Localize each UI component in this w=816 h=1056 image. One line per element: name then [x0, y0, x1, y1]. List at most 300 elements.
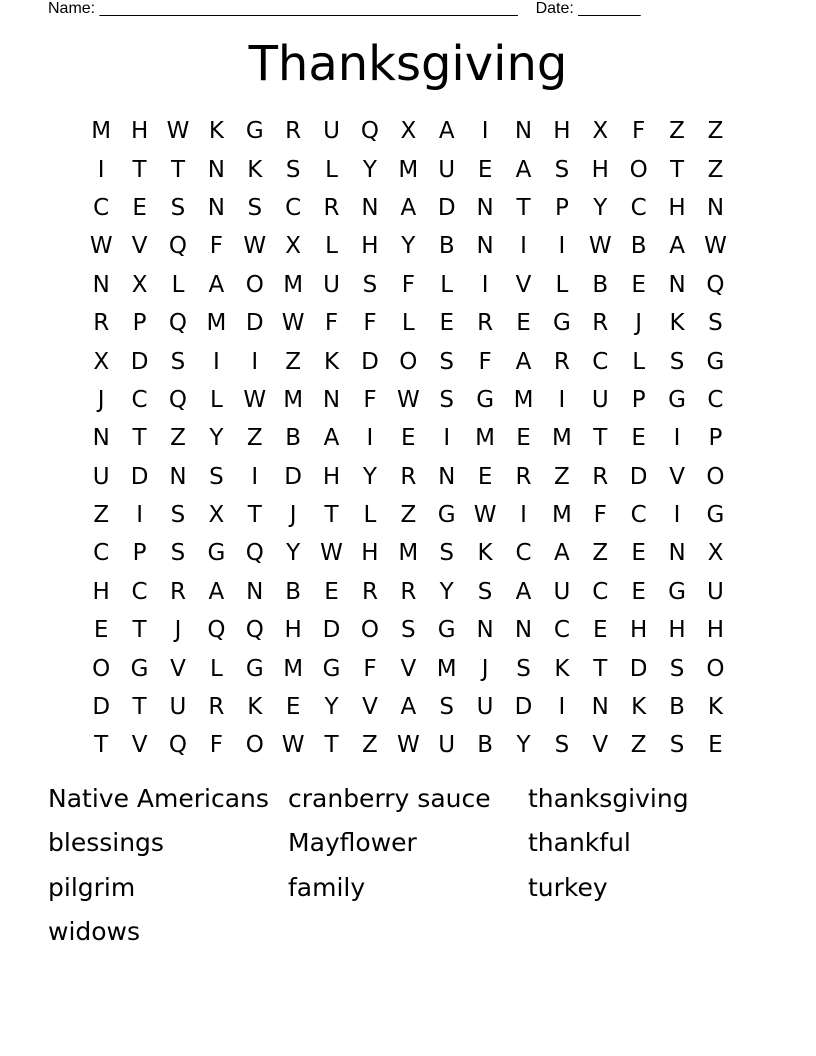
grid-letter[interactable]: I: [673, 425, 681, 452]
grid-letter[interactable]: Q: [360, 118, 379, 145]
grid-letter[interactable]: O: [629, 156, 648, 183]
grid-letter[interactable]: R: [400, 463, 417, 490]
grid-letter[interactable]: Z: [246, 425, 263, 452]
grid-letter[interactable]: B: [438, 233, 455, 260]
grid-letter[interactable]: K: [477, 540, 493, 567]
grid-letter[interactable]: M: [283, 271, 304, 298]
grid-letter[interactable]: F: [632, 118, 646, 145]
grid-letter[interactable]: L: [401, 310, 415, 337]
grid-letter[interactable]: Z: [285, 348, 302, 375]
grid-letter[interactable]: Y: [593, 194, 608, 221]
grid-letter[interactable]: A: [515, 348, 532, 375]
grid-letter[interactable]: N: [92, 425, 110, 452]
grid-letter[interactable]: Q: [168, 386, 188, 413]
grid-letter[interactable]: K: [554, 655, 570, 682]
grid-letter[interactable]: E: [631, 540, 646, 567]
grid-letter[interactable]: B: [285, 578, 302, 605]
grid-letter[interactable]: X: [400, 118, 417, 145]
grid-letter[interactable]: I: [212, 348, 220, 375]
grid-letter[interactable]: D: [322, 617, 341, 644]
grid-letter[interactable]: E: [93, 617, 109, 644]
grid-letter[interactable]: Y: [516, 732, 531, 759]
grid-letter[interactable]: X: [707, 540, 724, 567]
grid-letter[interactable]: E: [516, 425, 531, 452]
grid-letter[interactable]: W: [243, 386, 267, 413]
grid-letter[interactable]: A: [515, 578, 532, 605]
grid-letter[interactable]: S: [170, 194, 186, 221]
word-item: blessings: [48, 828, 164, 858]
grid-letter[interactable]: G: [668, 386, 686, 413]
grid-letter[interactable]: O: [399, 348, 418, 375]
grid-letter[interactable]: N: [514, 118, 533, 145]
grid-letter[interactable]: M: [283, 386, 304, 413]
grid-letter[interactable]: G: [322, 655, 341, 682]
grid-letter[interactable]: R: [208, 694, 225, 721]
grid-letter[interactable]: W: [166, 118, 190, 145]
grid-letter[interactable]: S: [439, 386, 455, 413]
grid-letter[interactable]: L: [555, 271, 569, 298]
grid-letter[interactable]: R: [323, 194, 340, 221]
grid-letter[interactable]: D: [245, 310, 264, 337]
grid-letter[interactable]: S: [209, 463, 224, 490]
grid-letter[interactable]: G: [706, 502, 725, 529]
grid-letter[interactable]: A: [208, 578, 225, 605]
grid-letter[interactable]: L: [209, 655, 223, 682]
grid-letter[interactable]: H: [630, 617, 648, 644]
grid-letter[interactable]: I: [251, 463, 259, 490]
grid-letter[interactable]: N: [476, 617, 494, 644]
grid-letter[interactable]: I: [520, 233, 527, 260]
grid-letter[interactable]: T: [170, 156, 185, 183]
grid-letter[interactable]: T: [132, 617, 147, 644]
grid-letter[interactable]: Z: [630, 732, 647, 759]
grid-letter[interactable]: V: [400, 655, 417, 682]
grid-letter[interactable]: V: [669, 463, 685, 490]
grid-letter[interactable]: G: [130, 655, 149, 682]
grid-letter[interactable]: S: [439, 348, 455, 375]
grid-letter[interactable]: H: [322, 463, 341, 490]
grid-letter[interactable]: A: [438, 118, 455, 145]
grid-letter[interactable]: R: [400, 578, 417, 605]
grid-letter[interactable]: P: [132, 310, 147, 337]
grid-letter[interactable]: T: [324, 732, 339, 759]
grid-letter[interactable]: R: [285, 118, 302, 145]
grid-letter[interactable]: L: [325, 233, 338, 260]
grid-letter[interactable]: A: [669, 233, 685, 260]
grid-letter[interactable]: N: [169, 463, 187, 490]
grid-letter[interactable]: X: [592, 118, 609, 145]
grid-letter[interactable]: W: [396, 732, 420, 759]
grid-letter[interactable]: S: [170, 540, 186, 567]
grid-letter[interactable]: T: [132, 156, 147, 183]
grid-letter[interactable]: K: [208, 118, 224, 145]
grid-letter[interactable]: L: [363, 502, 377, 529]
grid-letter[interactable]: T: [593, 655, 608, 682]
grid-letter[interactable]: H: [361, 233, 379, 260]
grid-letter[interactable]: Y: [209, 425, 224, 452]
grid-letter[interactable]: W: [320, 540, 343, 567]
grid-letter[interactable]: E: [631, 425, 646, 452]
grid-letter[interactable]: Q: [168, 310, 188, 337]
grid-letter[interactable]: N: [438, 463, 456, 490]
grid-letter[interactable]: B: [477, 732, 493, 759]
grid-letter[interactable]: T: [324, 502, 339, 529]
grid-letter[interactable]: Y: [324, 694, 339, 721]
grid-letter[interactable]: I: [443, 425, 451, 452]
grid-letter[interactable]: U: [707, 578, 724, 605]
grid-letter[interactable]: H: [591, 156, 609, 183]
grid-letter[interactable]: E: [477, 463, 493, 490]
grid-letter[interactable]: R: [361, 578, 378, 605]
grid-letter[interactable]: M: [398, 156, 419, 183]
grid-letter[interactable]: G: [552, 310, 571, 337]
grid-letter[interactable]: E: [477, 156, 493, 183]
grid-letter[interactable]: N: [92, 271, 110, 298]
grid-letter[interactable]: R: [592, 463, 609, 490]
grid-letter[interactable]: H: [668, 194, 686, 221]
grid-letter[interactable]: O: [92, 655, 111, 682]
grid-letter[interactable]: N: [207, 156, 225, 183]
grid-letter[interactable]: Z: [400, 502, 417, 529]
grid-letter[interactable]: S: [554, 156, 570, 183]
grid-letter[interactable]: N: [476, 194, 494, 221]
grid-letter[interactable]: R: [93, 310, 110, 337]
grid-letter[interactable]: D: [437, 194, 456, 221]
grid-letter[interactable]: L: [171, 271, 185, 298]
grid-letter[interactable]: K: [669, 310, 685, 337]
grid-letter[interactable]: K: [707, 694, 723, 721]
grid-letter[interactable]: C: [592, 578, 609, 605]
grid-letter[interactable]: N: [476, 233, 494, 260]
grid-letter[interactable]: R: [477, 310, 494, 337]
grid-letter[interactable]: F: [401, 271, 415, 298]
grid-letter[interactable]: O: [360, 617, 379, 644]
grid-letter[interactable]: S: [554, 732, 570, 759]
grid-letter[interactable]: M: [551, 502, 572, 529]
grid-letter[interactable]: E: [132, 194, 147, 221]
grid-letter[interactable]: E: [516, 310, 531, 337]
grid-letter[interactable]: G: [437, 502, 456, 529]
grid-letter[interactable]: A: [208, 271, 225, 298]
grid-letter[interactable]: T: [132, 425, 147, 452]
grid-letter[interactable]: E: [285, 694, 301, 721]
grid-letter[interactable]: D: [629, 463, 648, 490]
grid-letter[interactable]: N: [668, 271, 686, 298]
grid-letter[interactable]: E: [631, 271, 646, 298]
grid-letter[interactable]: I: [251, 348, 259, 375]
grid-letter[interactable]: M: [398, 540, 419, 567]
grid-letter[interactable]: G: [245, 655, 264, 682]
grid-letter[interactable]: V: [515, 271, 532, 298]
grid-letter[interactable]: D: [514, 694, 533, 721]
grid-letter[interactable]: C: [592, 348, 609, 375]
grid-letter[interactable]: M: [551, 425, 572, 452]
grid-letter[interactable]: G: [245, 118, 264, 145]
grid-letter[interactable]: Z: [554, 463, 570, 490]
grid-letter[interactable]: I: [558, 694, 566, 721]
grid-letter[interactable]: K: [247, 156, 263, 183]
grid-letter[interactable]: B: [592, 271, 609, 298]
grid-letter[interactable]: R: [553, 348, 570, 375]
grid-letter[interactable]: O: [706, 655, 725, 682]
grid-letter[interactable]: I: [97, 156, 105, 183]
grid-letter[interactable]: Y: [362, 463, 377, 490]
grid-letter[interactable]: M: [283, 655, 304, 682]
grid-letter[interactable]: I: [673, 502, 681, 529]
grid-letter[interactable]: D: [361, 348, 379, 375]
grid-letter[interactable]: V: [131, 233, 148, 260]
grid-letter[interactable]: J: [481, 655, 489, 682]
word-item: thanksgiving: [528, 784, 689, 813]
grid-letter[interactable]: S: [247, 194, 263, 221]
grid-letter[interactable]: O: [245, 732, 264, 759]
grid-letter[interactable]: E: [593, 617, 608, 644]
grid-letter[interactable]: O: [706, 463, 725, 490]
grid-letter[interactable]: Z: [669, 118, 685, 145]
date-field[interactable]: Date: _______: [535, 0, 641, 17]
grid-letter[interactable]: K: [323, 348, 340, 375]
grid-letter[interactable]: S: [477, 578, 493, 605]
grid-letter[interactable]: C: [285, 194, 302, 221]
grid-letter[interactable]: T: [670, 156, 685, 183]
grid-letter[interactable]: S: [439, 540, 455, 567]
grid-letter[interactable]: N: [514, 617, 533, 644]
grid-letter[interactable]: T: [593, 425, 608, 452]
grid-letter[interactable]: I: [481, 271, 489, 298]
grid-letter[interactable]: S: [439, 694, 455, 721]
grid-letter[interactable]: R: [169, 578, 186, 605]
grid-letter[interactable]: N: [668, 540, 686, 567]
grid-letter[interactable]: Q: [245, 540, 264, 567]
grid-letter[interactable]: S: [170, 348, 186, 375]
grid-letter[interactable]: W: [243, 233, 267, 260]
grid-letter[interactable]: U: [476, 694, 494, 721]
grid-letter[interactable]: W: [704, 233, 727, 260]
grid-letter[interactable]: Z: [707, 118, 724, 145]
grid-letter[interactable]: F: [363, 655, 377, 682]
grid-letter[interactable]: M: [475, 425, 496, 452]
grid-letter[interactable]: T: [132, 694, 147, 721]
grid-letter[interactable]: U: [553, 578, 571, 605]
grid-letter[interactable]: T: [516, 194, 531, 221]
grid-letter[interactable]: A: [400, 194, 417, 221]
grid-letter[interactable]: Z: [362, 732, 378, 759]
grid-letter[interactable]: H: [284, 617, 302, 644]
grid-letter[interactable]: B: [669, 694, 685, 721]
grid-letter[interactable]: P: [631, 386, 646, 413]
grid-letter[interactable]: S: [669, 732, 685, 759]
word-item: Native Americans: [48, 784, 269, 813]
header: [48, 0, 641, 18]
grid-letter[interactable]: I: [558, 386, 566, 413]
grid-letter[interactable]: J: [635, 310, 643, 337]
grid-letter[interactable]: Q: [168, 233, 188, 260]
grid-letter[interactable]: K: [631, 694, 647, 721]
grid-letter[interactable]: I: [558, 233, 566, 260]
grid-letter[interactable]: W: [588, 233, 612, 260]
grid-letter[interactable]: N: [246, 578, 264, 605]
grid-letter[interactable]: S: [170, 502, 186, 529]
grid-letter[interactable]: B: [630, 233, 647, 260]
grid-letter[interactable]: E: [401, 425, 416, 452]
grid-letter[interactable]: G: [706, 348, 725, 375]
grid-letter[interactable]: A: [515, 156, 532, 183]
grid-letter[interactable]: C: [131, 386, 148, 413]
grid-letter[interactable]: Y: [401, 233, 416, 260]
grid-letter[interactable]: V: [170, 655, 186, 682]
grid-letter[interactable]: Q: [168, 732, 188, 759]
grid-letter[interactable]: X: [285, 233, 302, 260]
word-item: pilgrim: [48, 872, 136, 902]
grid-letter[interactable]: U: [438, 732, 456, 759]
grid-letter[interactable]: G: [476, 386, 495, 413]
grid-letter[interactable]: L: [440, 271, 454, 298]
grid-letter[interactable]: Z: [592, 540, 609, 567]
grid-letter[interactable]: S: [401, 617, 416, 644]
grid-letter[interactable]: C: [630, 502, 647, 529]
grid-letter[interactable]: J: [289, 502, 297, 529]
grid-letter[interactable]: U: [169, 694, 187, 721]
grid-letter[interactable]: D: [629, 655, 648, 682]
grid-letter[interactable]: F: [209, 732, 223, 759]
grid-letter[interactable]: T: [247, 502, 262, 529]
grid-letter[interactable]: M: [91, 118, 112, 145]
grid-letter[interactable]: F: [363, 386, 377, 413]
grid-letter[interactable]: N: [706, 194, 725, 221]
grid-letter[interactable]: H: [92, 578, 110, 605]
grid-letter[interactable]: I: [136, 502, 143, 529]
grid-letter[interactable]: D: [284, 463, 302, 490]
grid-letter[interactable]: G: [207, 540, 226, 567]
grid-letter[interactable]: A: [323, 425, 340, 452]
grid-letter[interactable]: N: [591, 694, 609, 721]
grid-letter[interactable]: S: [285, 156, 301, 183]
grid-letter[interactable]: P: [708, 425, 723, 452]
grid-letter[interactable]: A: [400, 694, 417, 721]
grid-letter[interactable]: L: [209, 386, 223, 413]
grid-letter[interactable]: X: [93, 348, 110, 375]
grid-letter[interactable]: M: [436, 655, 457, 682]
grid-letter[interactable]: Y: [439, 578, 454, 605]
grid-letter[interactable]: H: [130, 118, 149, 145]
grid-letter[interactable]: C: [553, 617, 570, 644]
grid-letter[interactable]: N: [322, 386, 341, 413]
grid-letter[interactable]: C: [131, 578, 148, 605]
grid-letter[interactable]: V: [592, 732, 609, 759]
grid-letter[interactable]: H: [553, 118, 571, 145]
grid-letter[interactable]: Q: [207, 617, 226, 644]
grid-letter[interactable]: J: [97, 386, 105, 413]
grid-letter[interactable]: S: [669, 348, 685, 375]
grid-letter[interactable]: P: [554, 194, 569, 221]
grid-letter[interactable]: V: [131, 732, 148, 759]
grid-letter[interactable]: U: [591, 386, 609, 413]
name-field[interactable]: Name: _______________________________________________: [48, 0, 518, 17]
grid-letter[interactable]: E: [708, 732, 723, 759]
grid-letter[interactable]: I: [366, 425, 374, 452]
grid-letter[interactable]: J: [174, 617, 182, 644]
grid-letter[interactable]: X: [208, 502, 225, 529]
grid-letter[interactable]: C: [93, 194, 110, 221]
grid-letter[interactable]: L: [632, 348, 646, 375]
grid-letter[interactable]: W: [473, 502, 497, 529]
grid-letter[interactable]: D: [92, 694, 111, 721]
grid-letter[interactable]: C: [515, 540, 532, 567]
grid-letter[interactable]: X: [131, 271, 148, 298]
grid-letter[interactable]: V: [362, 694, 378, 721]
grid-letter[interactable]: E: [439, 310, 454, 337]
grid-letter[interactable]: R: [515, 463, 532, 490]
grid-letter[interactable]: R: [592, 310, 609, 337]
grid-letter[interactable]: C: [630, 194, 647, 221]
grid-letter[interactable]: S: [708, 310, 723, 337]
grid-letter[interactable]: L: [325, 156, 338, 183]
grid-letter[interactable]: P: [132, 540, 147, 567]
grid-letter[interactable]: T: [94, 732, 109, 759]
word-item: cranberry sauce: [288, 784, 491, 813]
grid-letter[interactable]: U: [323, 271, 340, 298]
grid-letter[interactable]: S: [669, 655, 685, 682]
grid-letter[interactable]: S: [362, 271, 378, 298]
grid-letter[interactable]: B: [285, 425, 302, 452]
letter-grid: [82, 112, 735, 765]
grid-letter[interactable]: H: [706, 617, 725, 644]
page-title: Thanksgiving: [248, 36, 568, 92]
grid-letter[interactable]: I: [520, 502, 527, 529]
grid-letter[interactable]: E: [324, 578, 339, 605]
grid-letter[interactable]: Z: [93, 502, 110, 529]
grid-letter[interactable]: H: [668, 617, 686, 644]
grid-letter[interactable]: O: [245, 271, 264, 298]
grid-letter[interactable]: Y: [362, 156, 377, 183]
grid-letter[interactable]: M: [513, 386, 534, 413]
grid-letter[interactable]: W: [89, 233, 113, 260]
grid-letter[interactable]: Q: [245, 617, 264, 644]
grid-letter[interactable]: Q: [706, 271, 725, 298]
grid-letter[interactable]: W: [396, 386, 420, 413]
grid-letter[interactable]: C: [707, 386, 724, 413]
grid-letter[interactable]: N: [361, 194, 379, 221]
grid-letter[interactable]: D: [130, 463, 149, 490]
grid-letter[interactable]: U: [438, 156, 456, 183]
grid-letter[interactable]: Y: [286, 540, 301, 567]
grid-letter[interactable]: N: [207, 194, 225, 221]
grid-letter[interactable]: U: [323, 118, 340, 145]
grid-letter[interactable]: F: [593, 502, 607, 529]
grid-letter[interactable]: G: [668, 578, 686, 605]
grid-letter[interactable]: W: [281, 310, 305, 337]
grid-letter[interactable]: F: [363, 310, 377, 337]
grid-letter[interactable]: S: [516, 655, 531, 682]
grid-letter[interactable]: I: [481, 118, 489, 145]
grid-letter[interactable]: Z: [707, 156, 724, 183]
grid-letter[interactable]: H: [361, 540, 379, 567]
grid-letter[interactable]: D: [130, 348, 149, 375]
grid-letter[interactable]: K: [247, 694, 263, 721]
grid-letter[interactable]: U: [92, 463, 110, 490]
grid-letter[interactable]: G: [437, 617, 456, 644]
grid-letter[interactable]: F: [478, 348, 492, 375]
grid-letter[interactable]: W: [281, 732, 305, 759]
word-item: widows: [48, 916, 141, 946]
grid-letter[interactable]: F: [209, 233, 223, 260]
grid-letter[interactable]: F: [324, 310, 339, 337]
grid-letter[interactable]: C: [93, 540, 110, 567]
grid-letter[interactable]: E: [631, 578, 646, 605]
grid-letter[interactable]: Z: [170, 425, 186, 452]
grid-letter[interactable]: A: [554, 540, 570, 567]
grid-letter[interactable]: M: [206, 310, 227, 337]
